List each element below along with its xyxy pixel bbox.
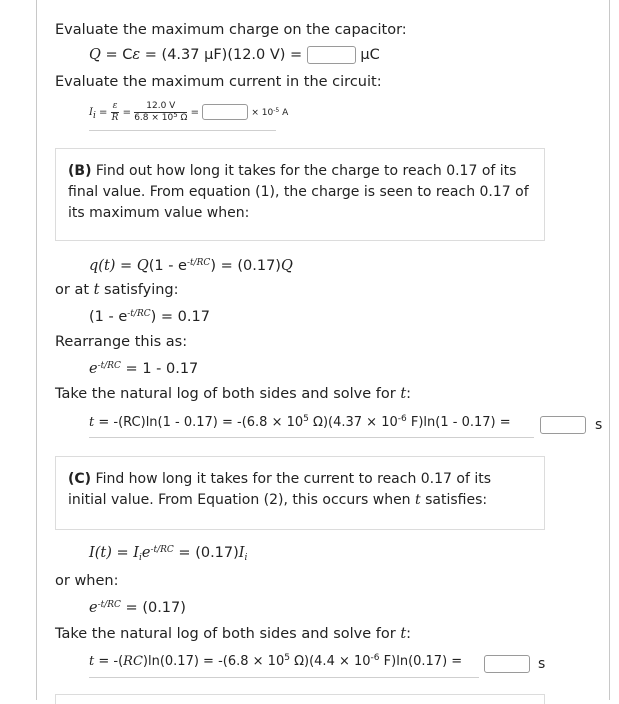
c-eq1-rhs: = (0.17) — [173, 545, 239, 561]
or-at-line — [55, 280, 179, 300]
part-b-eq4 — [89, 413, 511, 433]
eq4-a: = -(RC)ln(1 - 0.17) = -(6.8 × 10 — [94, 415, 304, 430]
time-charge-unit: s — [595, 417, 603, 433]
charge-unit: μC — [360, 47, 380, 63]
charge-eq-c: = C — [100, 47, 133, 63]
natural-colon: : — [406, 386, 412, 402]
part-b-divider — [89, 437, 534, 438]
eq3-exp: -t/RC — [97, 361, 121, 371]
eq1-q: q(t) — [89, 258, 116, 274]
time-current-answer-input[interactable] — [484, 655, 530, 673]
eq2-lhs: (1 - e — [89, 309, 128, 325]
eq3-rhs: = 1 - 0.17 — [120, 361, 199, 377]
eq3-e: e — [89, 361, 98, 377]
c-eq1-I2: I — [238, 545, 245, 561]
current-heading: Evaluate the maximum current in the circuit: — [55, 74, 382, 90]
c-eq1-Ii: I — [133, 545, 139, 561]
current-den-base: 6.8 × 10 — [134, 112, 174, 123]
natural-log-text: Take the natural log of both sides and solve for — [55, 386, 401, 402]
part-b-text: Find out how long it takes for the charge to reach 0.17 of its final value. From equation (1), the charge is seen to reach 0.17 of its maximum value when: — [68, 163, 529, 221]
eq1-Q: Q — [136, 258, 149, 274]
c-eq2-exp: -t/RC — [97, 600, 121, 610]
current-emf: ε — [112, 100, 118, 111]
part-b-label: (B) — [68, 163, 92, 179]
part-c-natural-log — [55, 624, 411, 644]
part-c-t: t — [415, 492, 421, 508]
c-natural-colon: : — [406, 626, 412, 642]
part-c-end: satisfies: — [420, 492, 488, 508]
c-eq3-c: Ω)(4.4 × 10 — [289, 654, 371, 669]
eq4-t: t — [89, 415, 95, 430]
natural-t: t — [400, 386, 407, 402]
charge-heading: Evaluate the maximum charge on the capacitor: — [55, 22, 407, 38]
c-eq3-t: t — [89, 654, 95, 669]
or-t: t — [93, 282, 100, 298]
current-answer-input[interactable] — [202, 104, 248, 120]
part-c-eq1 — [89, 543, 247, 563]
current-unit — [251, 108, 288, 118]
eq2-exp: -t/RC — [127, 309, 151, 319]
part-b-natural-log — [55, 384, 411, 404]
eq2-rhs: ) = 0.17 — [150, 309, 210, 325]
current-equation: $I_i$ = $\frac{\varepsilon}{R}$ = $\frac{12.0 V}{6.8 \times 10^5 \Omega}$ = × $10^{-5}$ A — [89, 100, 289, 123]
current-unit-base: × 10 — [251, 108, 274, 118]
c-eq1-exp: -t/RC — [150, 545, 174, 555]
current-emf-over-r — [111, 101, 120, 124]
or-at: or at — [55, 282, 94, 298]
current-denominator — [134, 110, 188, 124]
eq1-equals: = — [115, 258, 137, 274]
c-eq3-exp1: 5 — [284, 653, 290, 663]
part-b-eq3 — [89, 359, 198, 379]
charge-eq-emf: ε — [132, 47, 141, 63]
eq4-c: F)ln(1 - 0.17) = — [406, 415, 511, 430]
eq1-Q2: Q — [280, 258, 293, 274]
c-eq3-a: = -( — [94, 654, 124, 669]
time-charge-answer-input[interactable] — [540, 416, 586, 434]
c-eq3-d: F)ln(0.17) = — [379, 654, 463, 669]
current-value-fraction — [134, 101, 187, 124]
rearrange-text: Rearrange this as: — [55, 334, 188, 350]
time-current-unit: s — [538, 656, 546, 672]
part-c-intro — [55, 456, 545, 530]
part-c-divider — [89, 677, 479, 678]
part-b-eq1 — [89, 256, 293, 276]
c-eq1-I: I(t) — [89, 545, 112, 561]
part-c-text: Find how long it takes for the current to reach 0.17 of its initial value. From Equation (2), this occurs when — [68, 471, 492, 508]
part-b-intro — [55, 148, 545, 241]
eq1-exp: -t/RC — [186, 258, 211, 268]
charge-equation — [89, 45, 380, 65]
c-eq1-sub2: i — [244, 553, 248, 563]
charge-answer-input[interactable] — [307, 46, 356, 64]
c-natural-t: t — [400, 626, 407, 642]
eq1-rhs: ) = (0.17) — [210, 258, 281, 274]
part-c-eq3 — [89, 652, 462, 672]
part-b-eq2 — [89, 307, 210, 327]
current-divider — [89, 130, 276, 131]
current-unit-amp: A — [279, 108, 289, 118]
c-eq1-e: e — [141, 545, 151, 561]
eq4-b: Ω)(4.37 × 10 — [308, 415, 398, 430]
c-eq1-sub: i — [138, 553, 142, 563]
current-den-unit: Ω — [177, 112, 188, 123]
c-eq2-rhs: = (0.17) — [120, 600, 186, 616]
c-natural-log-text: Take the natural log of both sides and solve for — [55, 626, 401, 642]
charge-eq-values: = (4.37 μF)(12.0 V) = — [140, 47, 307, 63]
current-den-exp: 5 — [173, 110, 178, 119]
charge-eq-q: Q — [89, 47, 101, 63]
c-eq2-e: e — [89, 600, 98, 616]
current-unit-exp: -5 — [273, 107, 280, 114]
current-eq-I: I — [89, 107, 93, 118]
or-when-text: or when: — [55, 573, 119, 589]
part-c-eq2 — [89, 598, 186, 618]
current-r: R — [111, 112, 119, 123]
eq4-exp2: -6 — [397, 414, 407, 424]
eq1-paren: (1 - e — [148, 258, 187, 274]
next-panel-edge — [55, 694, 545, 704]
satisfying: satisfying: — [99, 282, 179, 298]
c-eq3-exp2: -6 — [370, 653, 380, 663]
current-eq-sub: i — [92, 111, 96, 121]
c-eq1-equals: = — [111, 545, 134, 561]
eq4-exp1: 5 — [303, 414, 309, 424]
current-numerator: 12.0 V — [134, 101, 187, 113]
c-eq3-rc: RC — [123, 654, 143, 669]
part-c-label: (C) — [68, 471, 92, 487]
c-eq3-b: )ln(0.17) = -(6.8 × 10 — [142, 654, 285, 669]
